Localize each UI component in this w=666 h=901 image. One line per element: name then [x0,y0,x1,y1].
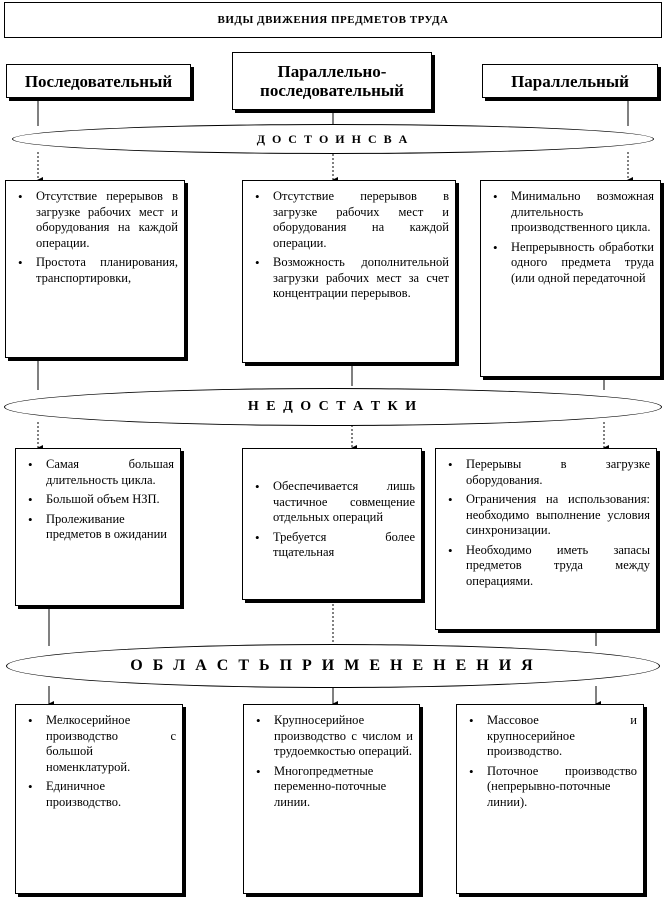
advantages-heading: Д О С Т О И Н С В А [256,131,410,146]
application-sequential [15,704,183,894]
list-item: • Ограничения на использования: необходимо выполнение условия синхронизации. [466,492,650,539]
advantages-parallel-sequential [242,180,456,363]
advantages-sequential [5,180,185,358]
application-parallel-sequential-list [252,713,413,810]
application-parallel-list [465,713,637,810]
list-item: • Поточное производство (непрерывно-поточные линии). [487,764,637,811]
list-item: • Пролеживание предметов в ожидании [46,512,174,543]
list-item: • Отсутствие перерывов в загрузке рабочих мест и оборудования на каждой операции. [36,189,178,251]
list-item: • Многопредметные переменно-поточные линии. [274,764,413,811]
application-heading: О Б Л А С Т Ь П Р И М Е Н Е Н Е Н И Я [130,657,536,674]
list-item: • Необходимо иметь запасы предметов труда между операциями. [466,543,650,590]
application-sequential-list [24,713,176,810]
diagram-title: ВИДЫ ДВИЖЕНИЯ ПРЕДМЕТОВ ТРУДА [4,2,662,38]
list-item: • Большой объем НЗП. [46,492,174,508]
type-parallel [482,64,658,98]
advantages-parallel [480,180,661,377]
advantages-parallel-sequential-list [251,189,449,302]
type-sequential-label: Последовательный [24,71,173,91]
disadvantages-ellipse [4,388,662,426]
application-ellipse [6,644,660,688]
advantages-sequential-list [14,189,178,286]
list-item: • Простота планирования, транспортировки, [36,255,178,286]
disadvantages-sequential [15,448,181,606]
disadvantages-parallel-list [444,457,650,589]
type-sequential [6,64,191,98]
list-item: • Обеспечивается лишь частичное совмещение отдельных операций [273,479,415,526]
disadvantages-sequential-list [24,457,174,543]
application-parallel [456,704,644,894]
list-item: • Возможность дополнительной загрузки рабочих мест за счет концентрации перерывов. [273,255,449,302]
advantages-ellipse [12,124,654,154]
list-item: • Самая большая длительность цикла. [46,457,174,488]
disadvantages-parallel [435,448,657,630]
advantages-parallel-list [489,189,654,286]
list-item: • Массовое и крупносерийное производство. [487,713,637,760]
list-item: • Мелкосерийное производство с большой номенклатурой. [46,713,176,775]
disadvantages-heading: Н Е Д О С Т А Т К И [247,399,419,414]
list-item: • Отсутствие перерывов в загрузке рабочих мест и оборудования на каждой операции. [273,189,449,251]
list-item: • Перерывы в загрузке оборудования. [466,457,650,488]
type-parallel-label: Параллельный [511,71,629,91]
type-parallel-sequential-label: Параллельно-последовательный [260,62,404,100]
disadvantages-parallel-sequential [242,448,422,600]
list-item: • Крупносерийное производство с числом и трудоемкостью операций. [274,713,413,760]
list-item: • Единичное производство. [46,779,176,810]
disadvantages-parallel-sequential-list [251,479,415,561]
type-parallel-sequential [232,52,432,110]
list-item: • Требуется более тщательная [273,530,415,561]
list-item: • Минимально возможная длительность производственного цикла. [511,189,654,236]
application-parallel-sequential [243,704,420,894]
list-item: • Непрерывность обработки одного предмета труда (или одной передаточной [511,240,654,287]
